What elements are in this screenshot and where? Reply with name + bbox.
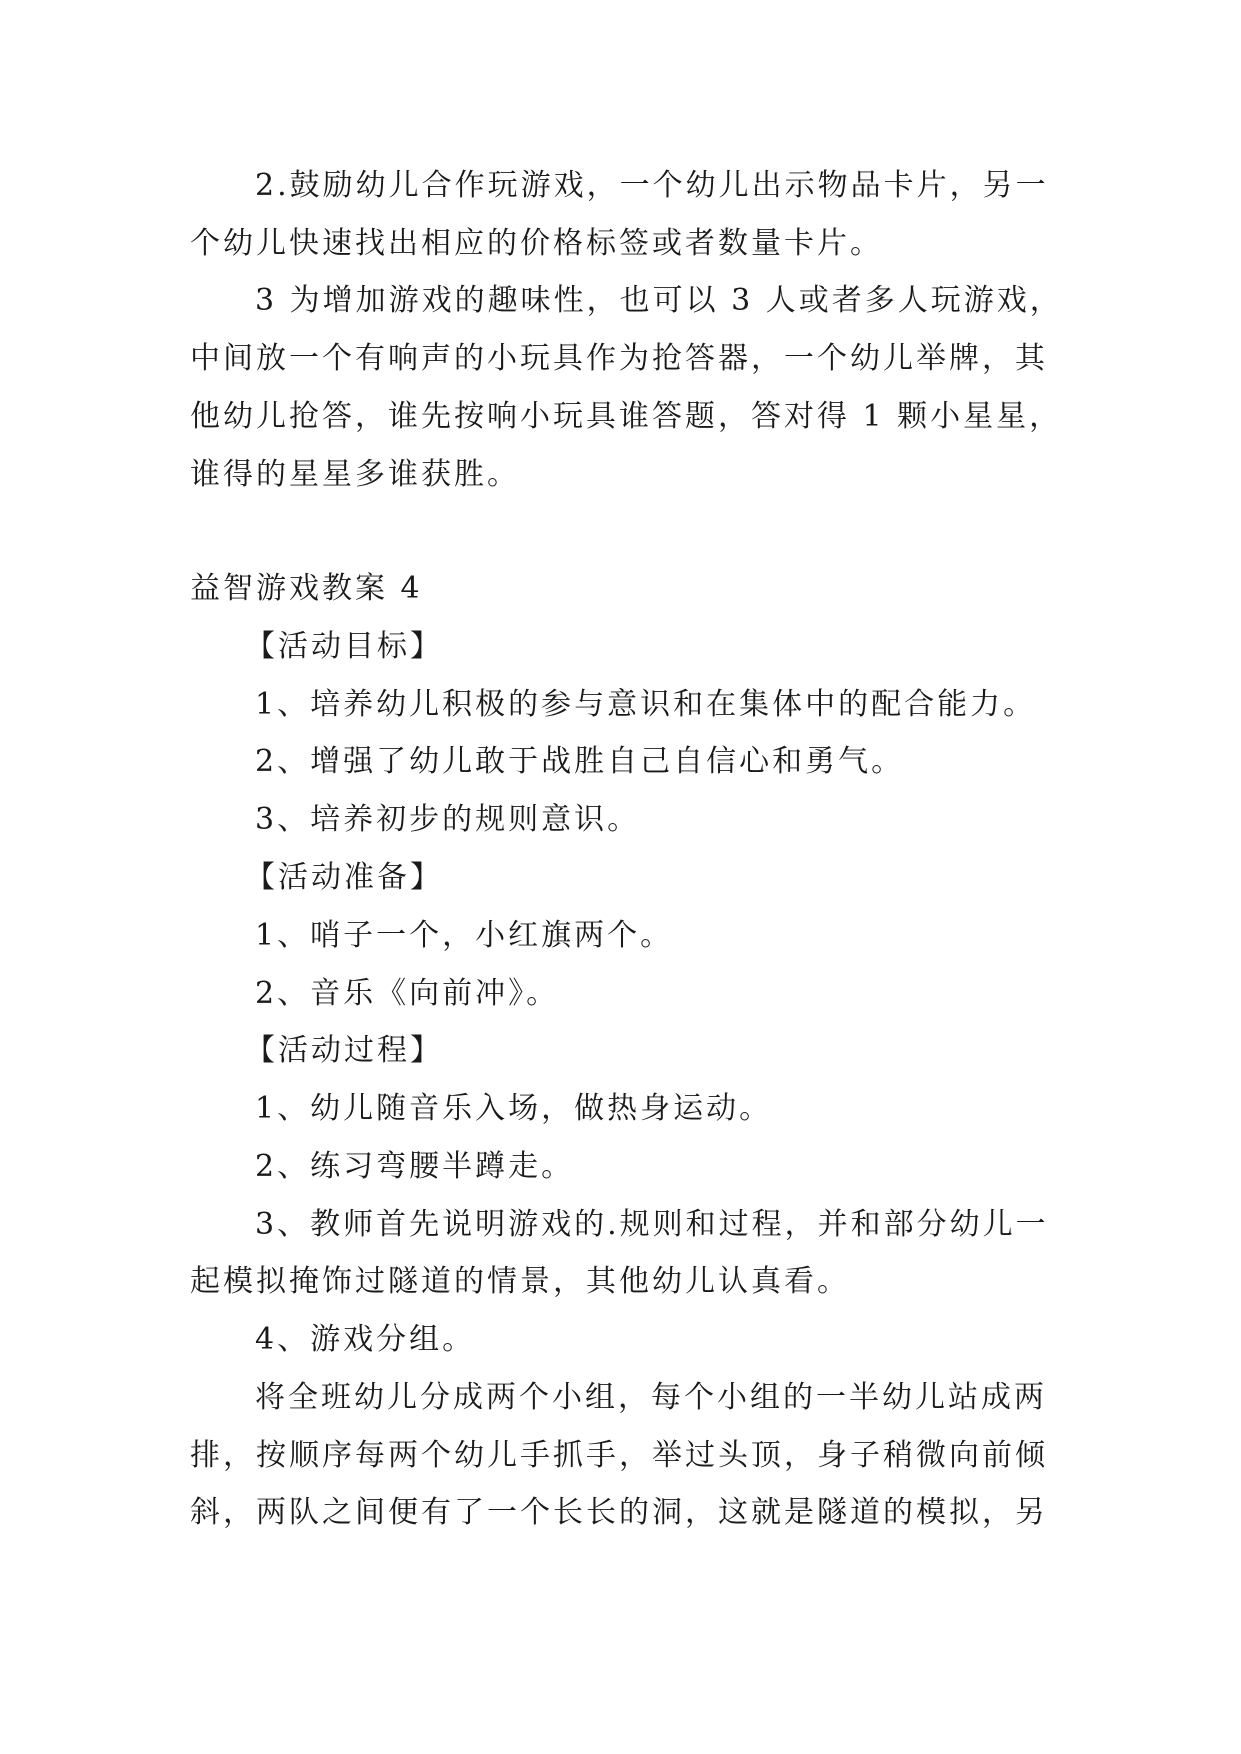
list-item: 2、增强了幼儿敢于战胜自己自信心和勇气。 xyxy=(255,744,905,779)
heading-activity-process: 【活动过程】 xyxy=(245,1033,443,1068)
paragraph-line: 将全班幼儿分成两个小组，每个小组的一半幼儿站成两 xyxy=(255,1380,1047,1415)
paragraph-line: 谁得的星星多谁获胜。 xyxy=(190,457,520,492)
paragraph-line: 斜，两队之间便有了一个长长的洞，这就是隧道的模拟，另 xyxy=(190,1495,1048,1530)
list-item: 3、培养初步的规则意识。 xyxy=(255,802,641,837)
section-title: 益智游戏教案 4 xyxy=(190,571,423,606)
list-item: 1、哨子一个，小红旗两个。 xyxy=(255,918,674,953)
paragraph-line: 个幼儿快速找出相应的价格标签或者数量卡片。 xyxy=(190,226,883,261)
heading-activity-goal: 【活动目标】 xyxy=(245,629,443,664)
paragraph-line: 排，按顺序每两个幼儿手抓手，举过头顶，身子稍微向前倾 xyxy=(190,1438,1048,1473)
paragraph-line: 中间放一个有响声的小玩具作为抢答器，一个幼儿举牌，其 xyxy=(190,341,1048,376)
paragraph-line: 他幼儿抢答，谁先按响小玩具谁答题，答对得 1 颗小星星， xyxy=(190,399,1063,434)
list-item: 2、练习弯腰半蹲走。 xyxy=(255,1149,575,1184)
paragraph-line: 2.鼓励幼儿合作玩游戏，一个幼儿出示物品卡片，另一 xyxy=(255,168,1049,203)
heading-activity-prep: 【活动准备】 xyxy=(245,860,443,895)
list-item: 2、音乐《向前冲》。 xyxy=(255,976,560,1011)
paragraph-line: 起模拟掩饰过隧道的情景，其他幼儿认真看。 xyxy=(190,1264,850,1299)
list-item: 4、游戏分组。 xyxy=(255,1322,476,1357)
paragraph-line: 3 为增加游戏的趣味性，也可以 3 人或者多人玩游戏， xyxy=(255,283,1063,318)
list-item: 3、教师首先说明游戏的.规则和过程，并和部分幼儿一 xyxy=(255,1207,1049,1242)
list-item: 1、培养幼儿积极的参与意识和在集体中的配合能力。 xyxy=(255,687,1037,722)
list-item: 1、幼儿随音乐入场，做热身运动。 xyxy=(255,1091,773,1126)
